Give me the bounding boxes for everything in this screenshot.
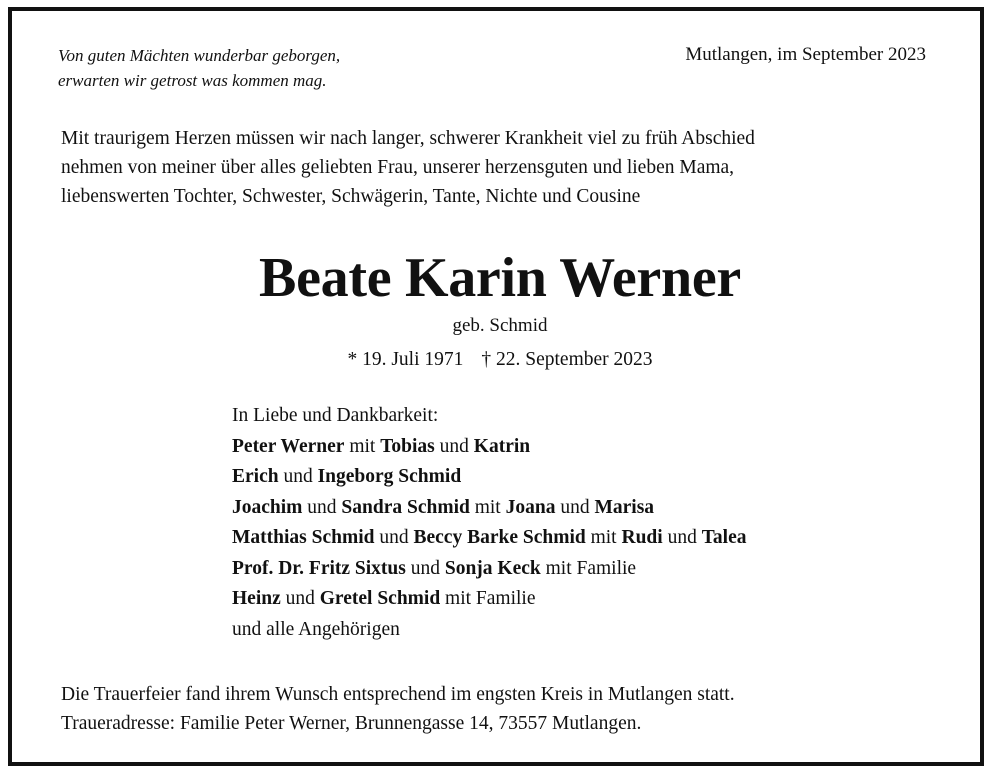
mourner-row (232, 523, 746, 554)
connector-text: mit (585, 527, 622, 548)
connector-text: und (405, 557, 445, 579)
mourner-row (232, 493, 746, 524)
mourner-name: Ingeborg Schmid (317, 466, 462, 487)
connector-text: und (374, 527, 414, 548)
connector-text: mit Familie (540, 557, 637, 579)
mourner-name: Tobias (380, 435, 435, 457)
connector-text: mit (344, 435, 381, 457)
mourner-name: Heinz (232, 588, 281, 609)
mourner-name: Talea (701, 527, 747, 548)
mourner-row (232, 584, 746, 615)
condolence-address: Traueradresse: Familie Peter Werner, Brunnengasse 14, 73557 Mutlangen. (61, 713, 642, 734)
epigraph-quote (58, 43, 340, 93)
mourner-name: Katrin (473, 435, 531, 457)
deceased-name: Beate Karin Werner (259, 247, 741, 309)
birth-date: * 19. Juli 1971 (347, 349, 464, 370)
death-date: † 22. September 2023 (481, 349, 653, 370)
connector-text: und (662, 527, 702, 548)
mourners-heading: In Liebe und Dankbarkeit: (232, 405, 439, 426)
mourner-name: Sonja Keck (444, 557, 541, 579)
mourner-name: Gretel Schmid (319, 588, 441, 609)
connector-text: und (302, 496, 342, 518)
intro-line: liebenswerten Tochter, Schwester, Schwägerin, Tante, Nichte und Cousine (61, 186, 641, 207)
mourner-row (232, 432, 746, 463)
mourner-name: Prof. Dr. Fritz Sixtus (232, 557, 406, 579)
notice-border (8, 7, 984, 766)
mourner-name: Peter Werner (232, 435, 345, 457)
mourner-name: Matthias Schmid (232, 527, 375, 548)
mourner-name: Sandra Schmid (341, 496, 470, 518)
connector-text: mit (469, 496, 506, 518)
connector-text: und (434, 435, 474, 457)
quote-line: Von guten Mächten wunderbar geborgen, (58, 46, 341, 65)
connector-text: und (280, 588, 320, 609)
quote-line: erwarten wir getrost was kommen mag. (58, 71, 327, 90)
maiden-name: geb. Schmid (452, 315, 548, 336)
mourner-row (232, 554, 746, 585)
connector-text: mit Familie (440, 588, 536, 609)
intro-line: nehmen von meiner über alles geliebten Frau, unserer herzensguten und lieben Mama, (61, 157, 735, 178)
intro-text (61, 124, 941, 211)
funeral-note: Die Trauerfeier fand ihrem Wunsch entsprechend im engsten Kreis in Mutlangen statt. (61, 684, 735, 705)
life-dates (0, 345, 1000, 375)
mourner-name: Marisa (594, 496, 655, 518)
intro-line: Mit traurigem Herzen müssen wir nach langer, schwerer Krankheit viel zu früh Abschied (61, 128, 755, 149)
connector-text: und (555, 496, 595, 518)
mourner-name: Joachim (232, 496, 303, 518)
mourners-list (232, 401, 746, 645)
funeral-info (61, 680, 735, 738)
mourner-name: Beccy Barke Schmid (413, 527, 586, 548)
mourner-name: Erich (232, 466, 279, 487)
connector-text: und (278, 466, 318, 487)
place-and-date: Mutlangen, im September 2023 (685, 44, 926, 65)
mourners-closing: und alle Angehörigen (232, 618, 400, 640)
mourner-row (232, 462, 746, 493)
mourner-name: Rudi (621, 527, 663, 548)
mourner-name: Joana (505, 496, 556, 518)
